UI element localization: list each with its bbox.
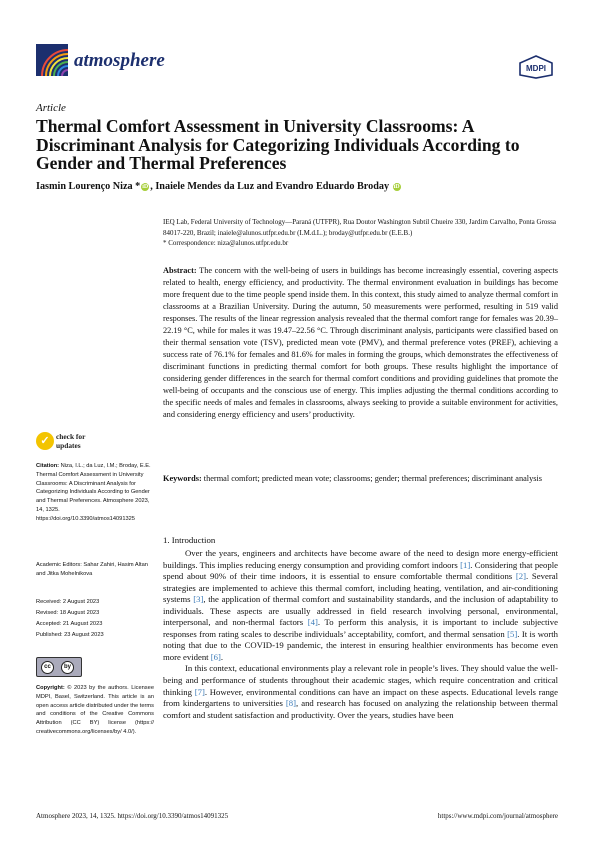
journal-logo-icon xyxy=(36,44,68,76)
section-body xyxy=(163,548,558,721)
citation-link[interactable]: [1] xyxy=(460,559,471,570)
academic-editors: Academic Editors: Sahar Zahiri, Hasim Altan and Jitka Mohelnikova xyxy=(36,562,148,577)
paragraph-text: . Considering that people spend about 90% of their time indoors, it is essential to ensure comfortable thermal conditions xyxy=(163,559,558,582)
citation-link[interactable]: [4] xyxy=(307,617,318,628)
paragraph-text: . It is worth noting that due to the COVID-19 pandemic, the interest in ensuring healthier environments has become even more evident xyxy=(163,628,558,662)
keywords-label: Keywords: xyxy=(163,474,202,483)
journal-name: atmosphere xyxy=(74,50,165,71)
paragraph-text: . Several strategies are implemented to achieve this thermal comfort, including heating, ventilation, and air-conditioning systems xyxy=(163,571,558,605)
revised-date: Revised: 18 August 2023 xyxy=(36,610,100,616)
paragraph-text: . However, environmental conditions can have an impact on these aspects. Educational levels range from kindergartens to universities xyxy=(163,686,558,709)
orcid-icon[interactable]: iD xyxy=(142,184,149,190)
footer-journal-link[interactable]: https://www.mdpi.com/journal/atmosphere xyxy=(437,812,558,820)
publisher-logo-text: MDPI xyxy=(526,64,546,73)
citation-link[interactable]: [3] xyxy=(193,594,204,605)
citation-link[interactable]: [7] xyxy=(194,686,205,697)
author-name[interactable]: Evandro Eduardo Broday xyxy=(275,181,390,192)
article-title: Thermal Comfort Assessment in University Classrooms: A Discriminant Analysis for Categorizing Individuals According to Gender and Thermal Preferences xyxy=(36,116,520,173)
abstract-label: Abstract: xyxy=(163,266,197,275)
paragraph-text: , and research has focused on analyzing the relationship between thermal comfort and student satisfaction and productivity. Over the years, studies have been xyxy=(163,698,558,720)
check-for-updates-button[interactable] xyxy=(36,432,156,454)
copyright-text: © 2023 by the authors. Licensee MDPI, Basel, Switzerland. This article is an open access article distributed under the terms and conditions of the Creative Commons Attribution (CC BY) license (https:// creativecommons.org/licenses/by/ 4.0/). xyxy=(36,685,154,735)
abstract-text: The concern with the well-being of users in buildings has become increasingly essential, covering aspects related to health, energy efficiency, and productivity. The thermal environment evaluation in buildings has become more frequent due to the time people spend inside them. In this context, this study aimed to analyze thermal comfort in classrooms at a Brazilian University. During the autumn, 50 measurements were performed, resulting in 519 valid responses. The results of the linear regression analysis revealed that the thermal comfort range for females was 20.39–22.19 °C, while for males it was 19.47–22.56 °C. Through discriminant analysis, participants were classified based on their thermal sensation vote (TSV), predicted mean vote (PMV), and thermal preference votes (PREF), achieving a success rate of 76.1% for females and 81.6% for males in forming the groups, which demonstrates the effectiveness of discriminant functions in predicting thermal comfort for both groups. These results highlight the importance of considering gender differences in the search for thermal comfort conditions and providing guidelines that promote the well-being of occupants and the conscious use of energy. This implies adjusting the thermal conditions according to the specific needs of males and females in classrooms, always seeking to provide a suitable environment for activities, and considering energy efficiency and users’ productivity. xyxy=(163,266,558,419)
check-updates-label xyxy=(56,433,85,450)
citation-label: Citation: xyxy=(36,463,60,469)
author-name[interactable]: Inaiele Mendes da Luz xyxy=(155,181,255,192)
paragraph-text: . To perform this analysis, it is important to include subjective responses from rating scales to describe individuals’ acceptability, comfort, and thermal sensation xyxy=(163,617,558,639)
cc-icon: cc xyxy=(41,661,54,674)
copyright-label: Copyright: xyxy=(36,685,65,691)
citation-link[interactable]: [2] xyxy=(515,571,527,582)
author-name[interactable]: Iasmin Lourenço Niza xyxy=(36,181,133,192)
abstract xyxy=(163,265,558,421)
paragraph-text: In this context, educational environments play a relevant role in people’s lives. They should value the well-being and performance of students throughout their academic stages, which require concentration and critical thinking xyxy=(163,663,558,697)
author-separator: , xyxy=(150,181,156,192)
author-list xyxy=(36,181,402,192)
paragraph xyxy=(163,548,558,663)
citation-block xyxy=(36,462,154,524)
check-updates-icon: ✓ xyxy=(36,432,54,450)
citation-text[interactable]: Niza, I.L.; da Luz, I.M.; Broday, E.E. Thermal Comfort Assessment in University Classrooms: A Discriminant Analysis for Categorizing Individuals According to Gender and Thermal Preferences. Atmosphere 2023, 14, 1325. https://doi.org/10.3390/atmos14091325 xyxy=(36,463,151,522)
accepted-date: Accepted: 21 August 2023 xyxy=(36,621,103,627)
correspondence: * Correspondence: niza@alunos.utfpr.edu.br xyxy=(163,239,289,247)
published-date: Published: 23 August 2023 xyxy=(36,632,104,638)
copyright-block xyxy=(36,684,154,737)
cc-by-license-icon[interactable] xyxy=(36,657,82,677)
keywords-text: thermal comfort; predicted mean vote; classrooms; gender; thermal preferences; discriminant analysis xyxy=(203,474,543,483)
by-icon: by xyxy=(61,661,74,674)
citation-link[interactable]: [5] xyxy=(507,628,518,639)
affiliation-block xyxy=(163,217,558,249)
publisher-logo-icon xyxy=(518,55,554,79)
paragraph-text: , the application of thermal comfort and sustainability standards, and the inclusion of adaptability to individuals. These aspects are usually addressed in field research involving personal, environmental, interpersonal, and non-thermal factors xyxy=(163,594,558,628)
author-separator: and xyxy=(254,181,276,192)
paragraph-text: . xyxy=(220,651,224,662)
section-heading: 1. Introduction xyxy=(163,535,216,545)
paragraph-text: Over the years, engineers and architects have become aware of the need to design more energy-efficient buildings. This implies reducing energy consumption and providing comfort indoors xyxy=(163,548,558,570)
affiliation: IEQ Lab, Federal University of Technology—Paraná (UTFPR), Rua Doutor Washington Subtil Chueire 330, Jardim Carvalho, Ponta Grossa 84017-220, Brazil; inaiele@alunos.utfpr.edu.br (I.M.d.L.); broday@utfpr.edu.br (E.E.B.) xyxy=(163,218,556,237)
footer-citation[interactable]: Atmosphere 2023, 14, 1325. https://doi.org/10.3390/atmos14091325 xyxy=(36,812,229,820)
orcid-icon[interactable]: iD xyxy=(393,184,400,190)
check-updates-line1: check for xyxy=(56,432,86,441)
paragraph xyxy=(163,663,558,721)
received-date: Received: 2 August 2023 xyxy=(36,599,100,605)
citation-link[interactable]: [8] xyxy=(285,698,297,709)
check-updates-line2: updates xyxy=(56,440,81,450)
citation-link[interactable]: [6] xyxy=(210,651,221,662)
keywords xyxy=(163,473,558,485)
corresponding-mark: * xyxy=(135,181,141,192)
article-type: Article xyxy=(36,102,66,114)
